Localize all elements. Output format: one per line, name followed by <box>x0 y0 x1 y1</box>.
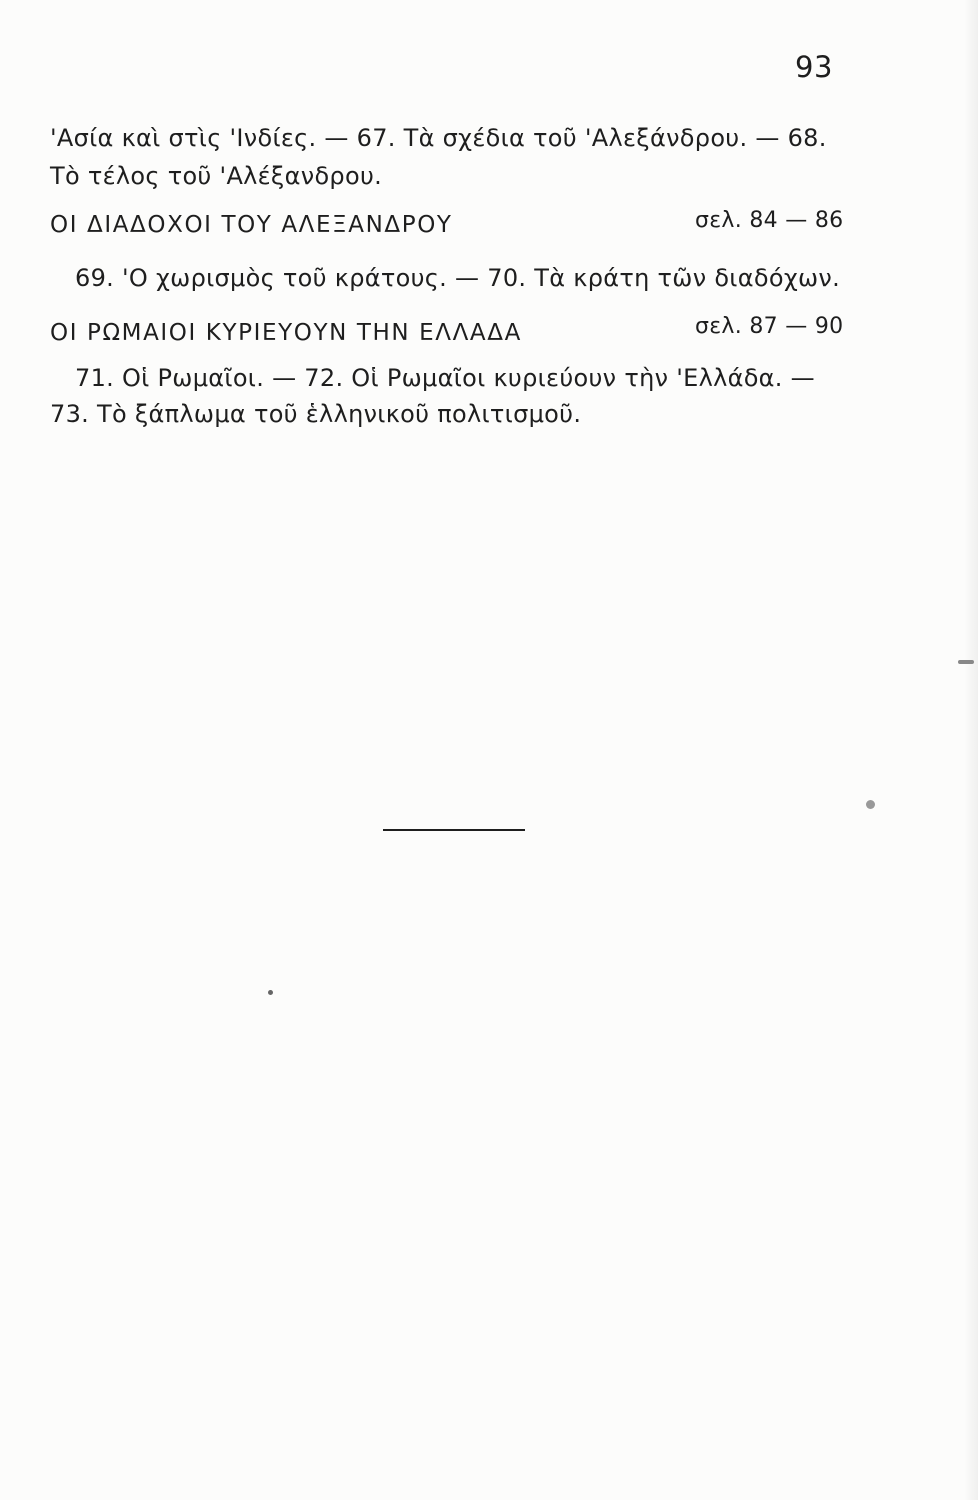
section-pages-diadochoi: σελ. 84 — 86 <box>695 208 844 233</box>
section-pages-romaioi: σελ. 87 — 90 <box>695 314 844 339</box>
section-romaioi-line-2: 73. Τὸ ξάπλωμα τοῦ ἑλληνικοῦ πολιτισμοῦ. <box>50 400 582 428</box>
page-number: 93 <box>795 50 833 84</box>
ink-speck <box>958 660 974 664</box>
section-heading-romaioi: ΟΙ ΡΩΜΑΙΟΙ ΚΥΡΙΕΥΟΥΝ ΤΗΝ ΕΛΛΑΔΑ <box>50 320 522 346</box>
page-edge-shadow <box>964 0 978 1500</box>
text-line-1: 'Ασία καὶ στὶς 'Ινδίες. — 67. Τὰ σχέδια τοῦ 'Αλεξάνδρου. — 68. <box>50 124 827 152</box>
section-romaioi-line-1: 71. Οἱ Ρωμαῖοι. — 72. Οἱ Ρωμαῖοι κυριεύουν τὴν 'Ελλάδα. — <box>75 364 815 392</box>
section-heading-diadochoi: ΟΙ ΔΙΑΔΟΧΟΙ ΤΟΥ ΑΛΕΞΑΝΔΡΟΥ <box>50 212 453 238</box>
ink-speck <box>268 990 273 995</box>
closing-rule <box>383 829 525 831</box>
text-line-2: Τὸ τέλος τοῦ 'Αλέξανδρου. <box>50 162 383 190</box>
ink-speck <box>866 800 875 809</box>
section-diadochoi-line-1: 69. 'Ο χωρισμὸς τοῦ κράτους. — 70. Τὰ κράτη τῶν διαδόχων. <box>75 264 841 292</box>
